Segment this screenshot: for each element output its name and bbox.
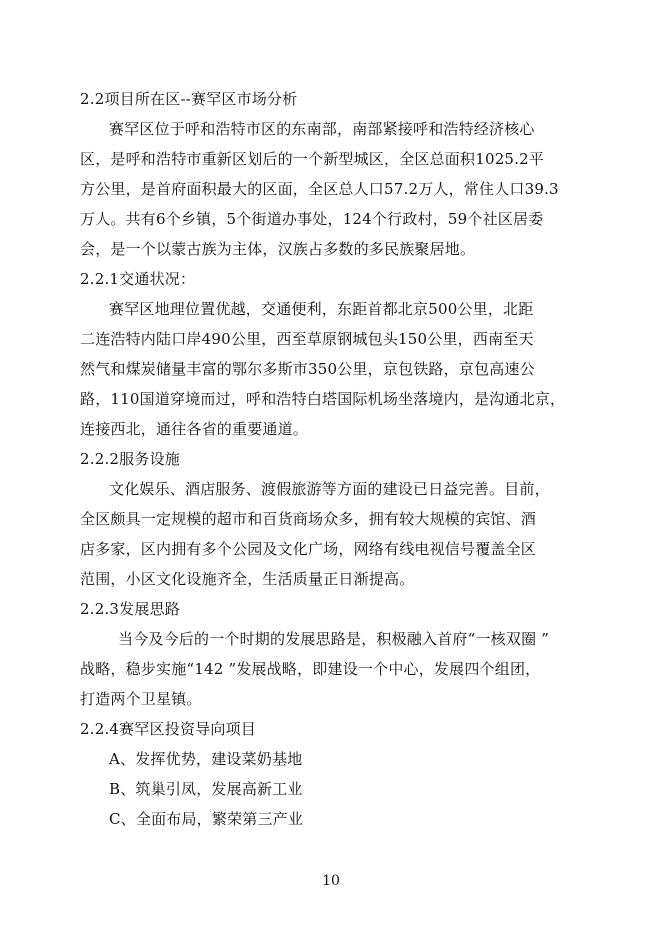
paragraph-line: 当今及今后的一个时期的发展思路是，积极融入首府“一核双圈 ”	[118, 630, 550, 648]
list-item: C、全面布局，繁荣第三产业	[109, 810, 304, 828]
paragraph-line: 赛罕区位于呼和浩特市区的东南部，南部紧接呼和浩特经济核心	[109, 120, 535, 138]
page-number: 10	[322, 873, 340, 889]
section-heading-2-2-1: 2.2.1交通状况：	[80, 270, 196, 288]
section-heading-2-2-4: 2.2.4赛罕区投资导向项目	[80, 720, 256, 738]
paragraph-line: 方公里，是首府面积最大的区面，全区总人口57.2万人，常住人口39.3	[80, 180, 559, 198]
paragraph-line: 店多家，区内拥有多个公园及文化广场，网络有线电视信号覆盖全区	[80, 540, 537, 558]
paragraph-line: 打造两个卫星镇。	[80, 690, 202, 708]
section-heading-2-2-3: 2.2.3发展思路	[80, 600, 180, 618]
paragraph-line: 赛罕区地理位置优越，交通便利，东距首都北京500公里，北距	[109, 300, 534, 318]
paragraph-line: 会，是一个以蒙古族为主体，汉族占多数的多民族聚居地。	[80, 240, 476, 258]
paragraph-line: 全区颇具一定规模的超市和百货商场众多，拥有较大规模的宾馆、酒	[80, 510, 537, 528]
paragraph-line: 二连浩特内陆口岸490公里，西至草原钢城包头150公里，西南至天	[80, 330, 534, 348]
paragraph-line: 文化娱乐、酒店服务、渡假旅游等方面的建设已日益完善。目前，	[109, 480, 550, 498]
section-heading-2-2: 2.2项目所在区--赛罕区市场分析	[80, 90, 298, 108]
paragraph-line: 万人。共有6个乡镇，5个街道办事处，124个行政村，59个社区居委	[80, 210, 544, 228]
paragraph-line: 连接西北，通往各省的重要通道。	[80, 420, 309, 438]
paragraph-line: 路，110国道穿境而过，呼和浩特白塔国际机场坐落境内，是沟通北京，	[80, 390, 566, 408]
paragraph-line: 区，是呼和浩特市重新区划后的一个新型城区，全区总面积1025.2平	[80, 150, 545, 168]
list-item: B、筑巢引凤，发展高新工业	[109, 780, 303, 798]
paragraph-line: 然气和煤炭储量丰富的鄂尔多斯市350公里，京包铁路，京包高速公	[80, 360, 535, 378]
paragraph-line: 范围，小区文化设施齐全，生活质量正日渐提高。	[80, 570, 415, 588]
paragraph-line: 战略，稳步实施“142 ”发展战略，即建设一个中心，发展四个组团，	[80, 660, 541, 678]
section-heading-2-2-2: 2.2.2服务设施	[80, 450, 180, 468]
list-item: A、发挥优势，建设菜奶基地	[109, 750, 303, 768]
